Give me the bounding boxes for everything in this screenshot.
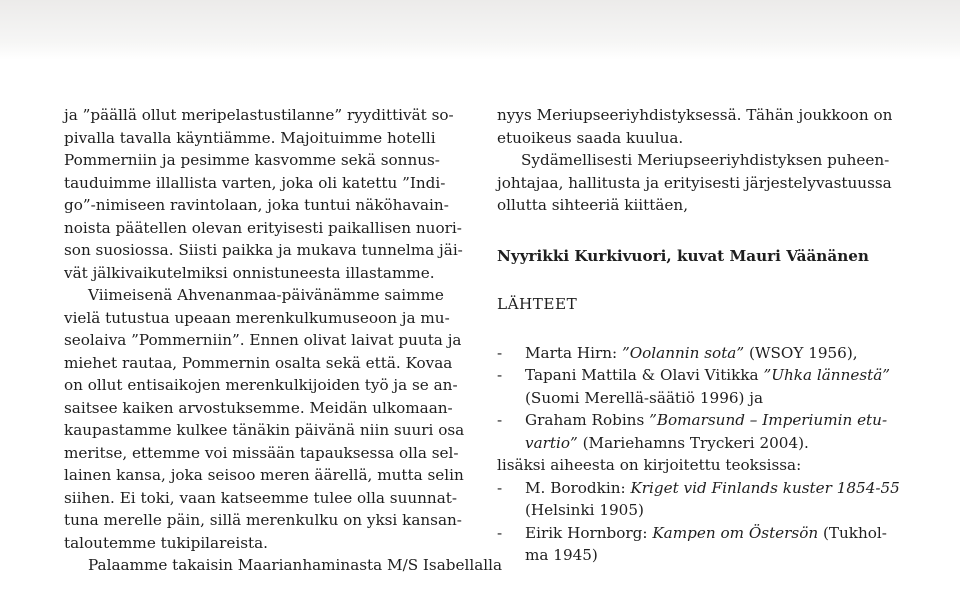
text-line: son suosiossa. Siisti paikka ja mukava tunnelma jäi- <box>64 241 463 259</box>
source-item <box>497 409 907 432</box>
source-item-continued: (Helsinki 1905) <box>525 501 644 519</box>
source-author: Marta Hirn: <box>525 343 622 362</box>
text-line: taloutemme tukipilareista. <box>64 533 268 552</box>
text-line: miehet rautaa, Pommernin osalta sekä että. Kovaa <box>64 353 453 372</box>
text-line: nyys Meriupseeriyhdistyksessä. Tähän joukkoon on <box>497 106 893 124</box>
source-author: Graham Robins <box>525 411 650 429</box>
also-text: lisäksi aiheesta on kirjoitettu teoksissa: <box>497 456 802 474</box>
text-line: vät jälkivaikutelmiksi onnistuneesta illastamme. <box>64 263 435 282</box>
left-column <box>64 104 503 577</box>
source-item <box>497 364 907 387</box>
source-item-continued: (Suomi Merellä-säätiö 1996) ja <box>525 388 764 407</box>
text-line: kaupastamme kulkee tänäkin päivänä niin suuri osa <box>64 421 465 439</box>
author-signature: Nyyrikki Kurkivuori, kuvat Mauri Väänänen <box>497 246 869 265</box>
text-line: meritse, ettemme voi missään tapauksessa olla sel- <box>64 443 459 462</box>
text-line: johtajaa, hallitusta ja erityisesti järjestelyvastuussa <box>497 173 892 192</box>
source-author: M. Borodkin: <box>525 478 631 497</box>
list-dash: - <box>497 366 503 384</box>
text-line: etuoikeus saada kuulua. <box>497 128 684 147</box>
source-publisher: (Tukhol- <box>818 523 887 542</box>
text-line: Viimeisenä Ahvenanmaa-päivänämme saimme <box>88 286 444 304</box>
text-line: seolaiva ”Pommerniin”. Ennen olivat laivat puuta ja <box>64 331 462 349</box>
source-title: ”Bomarsund – Imperiumin etu- <box>649 411 888 429</box>
right-column <box>497 104 907 567</box>
text-line: vielä tutustua upeaan merenkulkumuseoon ja mu- <box>64 308 450 327</box>
text-line: noista päätellen olevan erityisesti paikallisen nuori- <box>64 218 462 237</box>
page-top-band <box>0 0 960 60</box>
text-line: Sydämellisesti Meriupseeriyhdistyksen puheen- <box>521 151 890 169</box>
source-author: Eirik Hornborg: <box>525 523 653 542</box>
text-line: lainen kansa, joka seisoo meren äärellä, mutta selin <box>64 466 464 484</box>
text-line: tuna merelle päin, sillä merenkulku on yksi kansan- <box>64 511 462 529</box>
source-publisher: (Mariehamns Tryckeri 2004). <box>577 433 809 452</box>
source-item <box>497 477 907 500</box>
text-line: Palaamme takaisin Maarianhaminasta M/S Isabellalla <box>88 556 503 574</box>
text-line: Pommerniin ja pesimme kasvomme sekä sonnus- <box>64 151 440 169</box>
text-line: ja ”päällä ollut meripelastustilanne” ryydittivät so- <box>64 106 454 124</box>
list-dash: - <box>497 343 503 362</box>
text-line: siihen. Ei toki, vaan katseemme tulee olla suunnat- <box>64 488 457 507</box>
source-publisher: (WSOY 1956), <box>744 343 858 362</box>
source-item-continued <box>497 432 907 455</box>
source-item <box>497 342 907 365</box>
source-title: Kampen om Östersön <box>652 523 819 542</box>
text-line: ollutta sihteeriä kiittäen, <box>497 196 689 214</box>
text-line: tauduimme illallista varten, joka oli katettu ”Indi- <box>64 173 446 192</box>
text-line: saitsee kaiken arvostuksemme. Meidän ulkomaan- <box>64 398 453 417</box>
list-dash: - <box>497 478 503 497</box>
text-line: on ollut entisaikojen merenkulkijoiden työ ja se an- <box>64 376 458 394</box>
list-dash: - <box>497 411 503 429</box>
list-dash: - <box>497 523 503 542</box>
source-title: Kriget vid Finlands kuster 1854-55 <box>630 478 900 497</box>
source-title: ”Uhka lännestä” <box>763 366 891 384</box>
source-author: Tapani Mattila & Olavi Vitikka <box>525 366 764 384</box>
text-line: go”-nimiseen ravintolaan, joka tuntui näköhavain- <box>64 196 449 214</box>
source-title-continued: vartio” <box>525 433 578 452</box>
source-item <box>497 522 907 545</box>
source-title: ”Oolannin sota” <box>621 343 745 362</box>
text-line: pivalla tavalla käyntiämme. Majoituimme hotelli <box>64 128 436 147</box>
source-item-continued: ma 1945) <box>525 546 598 564</box>
sources-heading: LÄHTEET <box>497 295 578 313</box>
